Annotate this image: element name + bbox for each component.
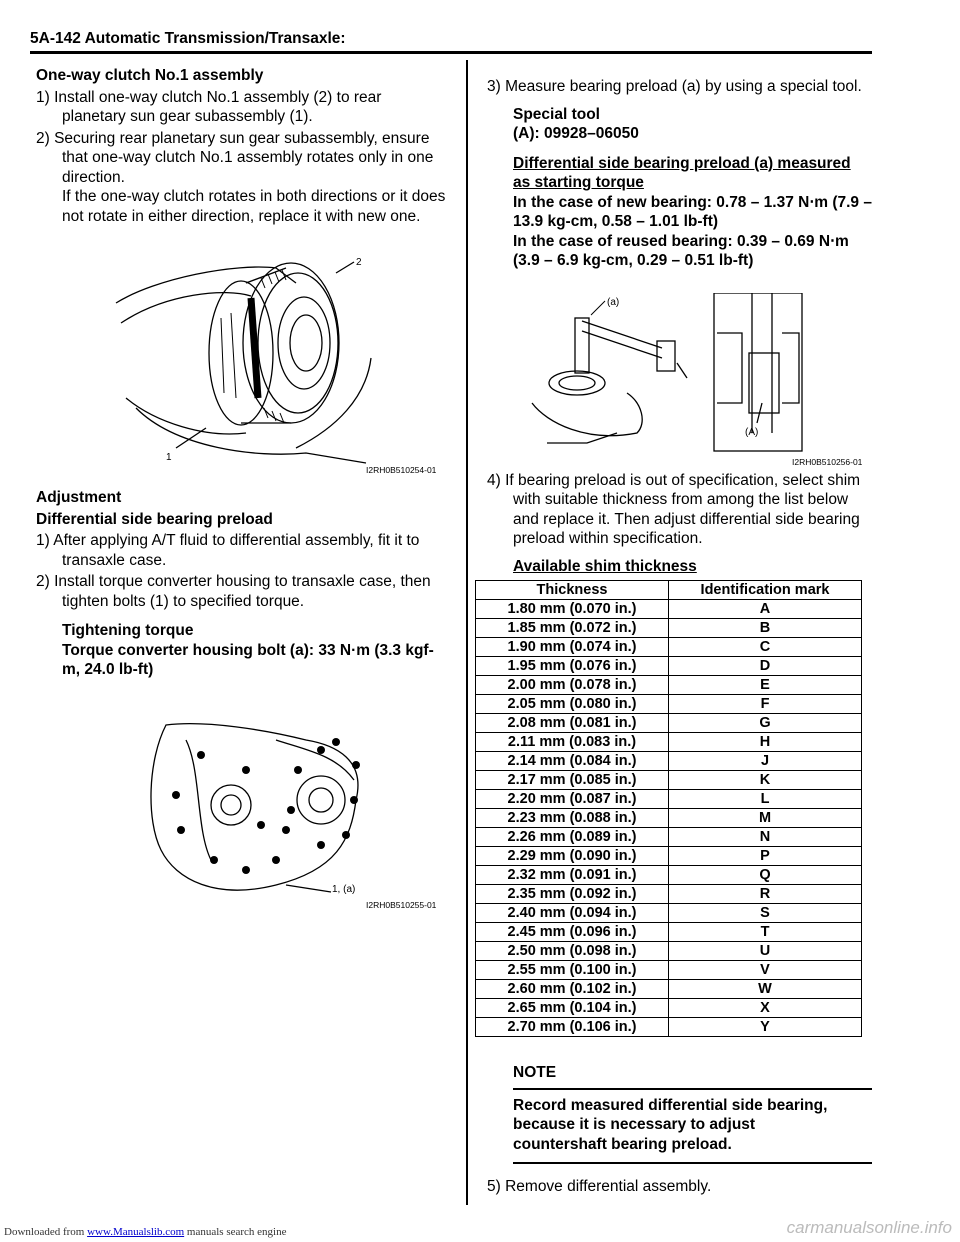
table-row (476, 790, 862, 809)
table-row (476, 638, 862, 657)
shim-thickness-table (475, 580, 862, 1037)
shim-thickness-cell: 2.45 mm (0.096 in.) (476, 923, 669, 942)
figure-transaxle-case (36, 710, 448, 910)
shim-thickness-cell: 2.11 mm (0.083 in.) (476, 733, 669, 752)
table-row (476, 999, 862, 1018)
shim-mark-cell: B (669, 619, 862, 638)
step-secure-gear-note: If the one-way clutch rotates in both directions or it does not rotate in either direction, replace it with new one. (62, 188, 446, 225)
shim-mark-cell: U (669, 942, 862, 961)
special-tool-number: (A): 09928–06050 (513, 125, 639, 142)
table-header-row (476, 581, 862, 600)
shim-mark-cell: M (669, 809, 862, 828)
note-rule-bottom (513, 1162, 872, 1164)
shim-thickness-cell: 2.65 mm (0.104 in.) (476, 999, 669, 1018)
shim-mark-cell: S (669, 904, 862, 923)
shim-thickness-cell: 2.26 mm (0.089 in.) (476, 828, 669, 847)
table-row (476, 714, 862, 733)
footer-prefix: Downloaded from (4, 1226, 88, 1238)
table-row (476, 809, 862, 828)
figure-label-bolt: 1, (a) (332, 883, 356, 895)
table-row (476, 961, 862, 980)
step-secure-gear: 2) Securing rear planetary sun gear subassembly, ensure that one-way clutch No.1 assembly rotates only in one direction. (36, 129, 434, 186)
shim-thickness-cell: 1.80 mm (0.070 in.) (476, 600, 669, 619)
shim-mark-cell: W (669, 980, 862, 999)
table-row (476, 923, 862, 942)
shim-mark-cell: D (669, 657, 862, 676)
figure-label-1: 1 (166, 452, 172, 463)
torque-title: Tightening torque (62, 622, 194, 639)
shim-thickness-cell: 2.17 mm (0.085 in.) (476, 771, 669, 790)
shim-mark-cell: J (669, 752, 862, 771)
section-heading-bearing-preload: Differential side bearing preload (36, 510, 273, 528)
shim-mark-cell: Q (669, 866, 862, 885)
shim-thickness-cell: 1.95 mm (0.076 in.) (476, 657, 669, 676)
table-row (476, 942, 862, 961)
shim-mark-cell: K (669, 771, 862, 790)
shim-thickness-cell: 2.32 mm (0.091 in.) (476, 866, 669, 885)
preload-spec-reused: In the case of reused bearing: 0.39 – 0.69 N⋅m (3.9 – 6.9 kg-cm, 0.29 – 0.51 lb-ft) (513, 232, 849, 269)
note-text: Record measured differential side bearing, because it is necessary to adjust countershaft bearing preload. (513, 1096, 828, 1153)
section-heading-one-way-clutch: One-way clutch No.1 assembly (36, 67, 264, 84)
clutch-illustration (36, 248, 448, 473)
watermark: carmanualsonline.info (786, 1218, 952, 1237)
table-row (476, 657, 862, 676)
shim-table-title: Available shim thickness (513, 557, 697, 575)
shim-thickness-cell: 2.60 mm (0.102 in.) (476, 980, 669, 999)
figure-code: I2RH0B510254-01 (366, 465, 437, 475)
left-column (36, 66, 448, 910)
page-header: 5A-142 Automatic Transmission/Transaxle: (30, 30, 346, 47)
footer-link[interactable]: www.Manualslib.com (87, 1226, 185, 1238)
shim-thickness-cell: 2.05 mm (0.080 in.) (476, 695, 669, 714)
shim-mark-cell: H (669, 733, 862, 752)
figure-label-tool: (A) (745, 426, 759, 438)
shim-mark-cell: C (669, 638, 862, 657)
shim-thickness-cell: 2.50 mm (0.098 in.) (476, 942, 669, 961)
shim-thickness-cell: 2.40 mm (0.094 in.) (476, 904, 669, 923)
table-row (476, 771, 862, 790)
torque-value: Torque converter housing bolt (a): 33 N·m (3.3 kgf-m, 24.0 lb-ft) (62, 641, 434, 678)
step-select-shim: 4) If bearing preload is out of specification, select shim with suitable thickness from among the list below and replace it. Then adjust differential side bearing preload within specification. (487, 471, 861, 547)
table-row (476, 600, 862, 619)
shim-mark-cell: Y (669, 1018, 862, 1037)
shim-thickness-cell: 2.20 mm (0.087 in.) (476, 790, 669, 809)
table-row (476, 847, 862, 866)
header-rule (30, 51, 872, 54)
shim-mark-cell: E (669, 676, 862, 695)
footer-suffix: manuals search engine (184, 1226, 287, 1238)
note-block (487, 1063, 872, 1164)
shim-mark-cell: F (669, 695, 862, 714)
table-row (476, 733, 862, 752)
shim-mark-cell: R (669, 885, 862, 904)
section-heading-adjustment: Adjustment (36, 489, 122, 506)
figure-clutch-assembly (36, 248, 448, 473)
table-row (476, 885, 862, 904)
table-row (476, 866, 862, 885)
step-measure-preload: 3) Measure bearing preload (a) by using a special tool. (487, 78, 862, 95)
shim-mark-cell: G (669, 714, 862, 733)
table-row (476, 676, 862, 695)
preload-spec-new: In the case of new bearing: 0.78 – 1.37 N⋅m (7.9 – 13.9 kg-cm, 0.58 – 1.01 lb-ft) (513, 193, 872, 230)
shim-mark-cell: P (669, 847, 862, 866)
table-row (476, 695, 862, 714)
shim-thickness-cell: 2.29 mm (0.090 in.) (476, 847, 669, 866)
shim-thickness-cell: 1.90 mm (0.074 in.) (476, 638, 669, 657)
figure-code: I2RH0B510255-01 (366, 899, 437, 910)
table-row (476, 752, 862, 771)
shim-mark-cell: A (669, 600, 862, 619)
shim-thickness-cell: 2.14 mm (0.084 in.) (476, 752, 669, 771)
step-apply-fluid: 1) After applying A/T fluid to differential assembly, fit it to transaxle case. (36, 532, 420, 569)
figure-label-a: (a) (607, 296, 620, 308)
table-row (476, 619, 862, 638)
figure-preload-tool (487, 293, 872, 468)
step-remove-differential: 5) Remove differential assembly. (487, 1178, 712, 1195)
right-column (487, 78, 872, 1197)
note-rule-top (513, 1088, 872, 1090)
table-row (476, 980, 862, 999)
special-tool-title: Special tool (513, 105, 600, 123)
transaxle-illustration (36, 710, 448, 910)
shim-thickness-cell: 1.85 mm (0.072 in.) (476, 619, 669, 638)
shim-mark-cell: N (669, 828, 862, 847)
table-header-mark: Identification mark (669, 581, 862, 600)
shim-thickness-cell: 2.23 mm (0.088 in.) (476, 809, 669, 828)
shim-mark-cell: T (669, 923, 862, 942)
note-label: NOTE (513, 1064, 557, 1081)
shim-mark-cell: X (669, 999, 862, 1018)
preload-tool-illustration (487, 293, 872, 468)
step-install-housing: 2) Install torque converter housing to transaxle case, then tighten bolts (1) to specified torque. (36, 573, 431, 610)
shim-thickness-cell: 2.08 mm (0.081 in.) (476, 714, 669, 733)
shim-mark-cell: L (669, 790, 862, 809)
table-header-thickness: Thickness (476, 581, 669, 600)
table-row (476, 1018, 862, 1037)
figure-label-2: 2 (356, 257, 362, 268)
shim-thickness-cell: 2.70 mm (0.106 in.) (476, 1018, 669, 1037)
column-divider (466, 60, 468, 1205)
preload-spec-title: Differential side bearing preload (a) measured as starting torque (513, 154, 851, 191)
table-row (476, 904, 862, 923)
figure-code: I2RH0B510256-01 (792, 456, 863, 467)
shim-mark-cell: V (669, 961, 862, 980)
shim-thickness-cell: 2.55 mm (0.100 in.) (476, 961, 669, 980)
step-install-clutch: 1) Install one-way clutch No.1 assembly (2) to rear planetary sun gear subassembly (1). (36, 88, 382, 125)
shim-thickness-cell: 2.35 mm (0.092 in.) (476, 885, 669, 904)
shim-thickness-cell: 2.00 mm (0.078 in.) (476, 676, 669, 695)
footer (4, 1226, 286, 1238)
table-row (476, 828, 862, 847)
